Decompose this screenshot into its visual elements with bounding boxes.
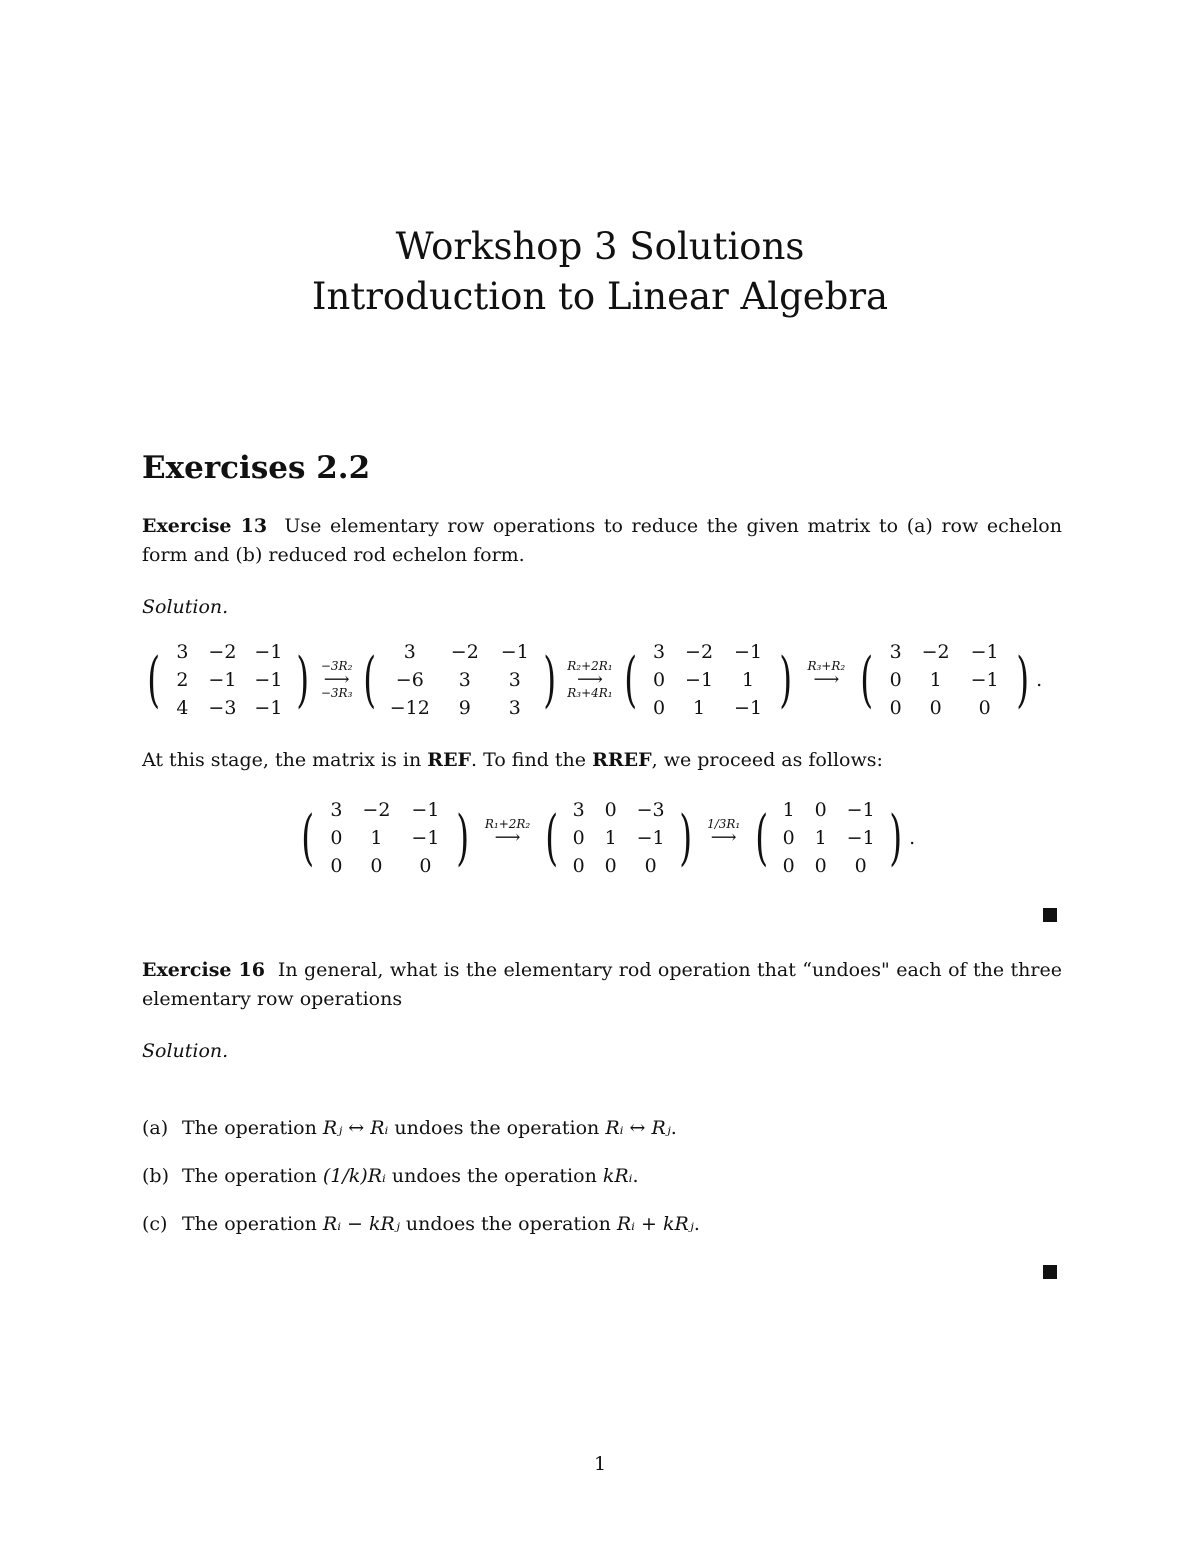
matrix-cell: 1 xyxy=(604,827,617,849)
matrix-cell: 0 xyxy=(653,669,666,691)
matrix-cell: −1 xyxy=(970,641,999,663)
matrix-c: ( 3 −2 −1 0 −1 1 0 1 −1 ) xyxy=(623,641,793,719)
matrix-cell: 0 xyxy=(370,855,383,877)
exercise-13-statement xyxy=(142,512,1062,570)
matrix-cell: −1 xyxy=(208,669,237,691)
item-label: (b) xyxy=(142,1165,169,1187)
matrix-cell: 0 xyxy=(814,799,827,821)
matrix-cell: −1 xyxy=(254,669,283,691)
matrix-cell: 0 xyxy=(782,827,795,849)
matrix-cell: 3 xyxy=(403,641,416,663)
item-end: . xyxy=(693,1213,700,1235)
matrix-cell: 3 xyxy=(458,669,471,691)
matrix-cell: −1 xyxy=(500,641,529,663)
matrix-cell: −1 xyxy=(685,669,714,691)
answer-item-b xyxy=(142,1163,639,1189)
exercise-16-label: Exercise 16 xyxy=(142,959,265,981)
op-arrow-1: −3R₂ ⟶ −3R₃ xyxy=(320,659,353,700)
qed-square-icon xyxy=(1043,1265,1057,1279)
exercise-13-label: Exercise 13 xyxy=(142,515,268,537)
matrix-cell: −2 xyxy=(362,799,391,821)
ref-text: At this stage, the matrix is in xyxy=(142,749,428,771)
exercise-16-text: In general, what is the elementary rod operation that “undoes" each of the three elementary row operations xyxy=(142,959,1062,1010)
item-end: . xyxy=(632,1165,639,1187)
item-text: The operation xyxy=(182,1213,323,1235)
matrix-cell: −6 xyxy=(395,669,424,691)
item-op: Rⱼ ↔ Rᵢ xyxy=(322,1117,389,1139)
matrix-cell: 0 xyxy=(814,855,827,877)
ref-statement xyxy=(142,746,1062,775)
matrix-cell: −1 xyxy=(254,641,283,663)
row-reduction-ref xyxy=(142,638,1042,722)
matrix-cell: 0 xyxy=(644,855,657,877)
matrix-cell: 0 xyxy=(978,697,991,719)
qed-square-icon xyxy=(1043,908,1057,922)
matrix-cell: 1 xyxy=(814,827,827,849)
item-target: kRᵢ xyxy=(602,1165,633,1187)
matrix-f: ( 3 0 −3 0 1 −1 0 0 0 ) xyxy=(545,799,692,877)
matrix-cell: 3 xyxy=(176,641,189,663)
matrix-cell: −1 xyxy=(734,641,763,663)
matrix-cell: 3 xyxy=(889,641,902,663)
matrix-e: ( 3 −2 −1 0 1 −1 0 0 0 ) xyxy=(301,799,470,877)
item-end: . xyxy=(670,1117,677,1139)
answer-item-a xyxy=(142,1115,677,1141)
item-op: (1/k)Rᵢ xyxy=(322,1165,386,1187)
matrix-cell: −3 xyxy=(208,697,237,719)
matrix-cell: 0 xyxy=(889,669,902,691)
matrix-cell: −1 xyxy=(846,799,875,821)
op-label: 1/3R₁ xyxy=(707,817,741,831)
op-arrow-4: R₁+2R₂ ⟶ xyxy=(484,817,531,848)
op-label: R₃+R₂ xyxy=(807,659,846,673)
matrix-cell: 1 xyxy=(693,697,706,719)
matrix-cell: −2 xyxy=(921,641,950,663)
op-arrow-3: R₃+R₂ ⟶ xyxy=(807,659,846,690)
matrix-cell: 3 xyxy=(508,669,521,691)
matrix-cell: 0 xyxy=(330,855,343,877)
matrix-cell: 0 xyxy=(572,855,585,877)
item-text: undoes the operation xyxy=(385,1165,603,1187)
doc-title-line2: Introduction to Linear Algebra xyxy=(311,275,889,318)
matrix-cell: 1 xyxy=(370,827,383,849)
matrix-cell: 0 xyxy=(572,827,585,849)
matrix-cell: −1 xyxy=(970,669,999,691)
matrix-cell: 9 xyxy=(458,697,471,719)
exercise-16-statement xyxy=(142,956,1062,1014)
item-op: Rᵢ − kRⱼ xyxy=(322,1213,400,1235)
op-arrow-2: R₂+2R₁ ⟶ R₃+4R₁ xyxy=(567,659,613,700)
page-number: 1 xyxy=(593,1453,607,1475)
matrix-cell: 0 xyxy=(889,697,902,719)
op-arrow-5: 1/3R₁ ⟶ xyxy=(707,817,741,848)
matrix-cell: −2 xyxy=(450,641,479,663)
matrix-cell: 3 xyxy=(508,697,521,719)
matrix-cell: −2 xyxy=(208,641,237,663)
answer-item-c xyxy=(142,1211,700,1237)
matrix-cell: 0 xyxy=(330,827,343,849)
matrix-cell: 4 xyxy=(176,697,189,719)
equation-end: . xyxy=(909,827,916,849)
matrix-cell: 3 xyxy=(653,641,666,663)
matrix-cell: −1 xyxy=(254,697,283,719)
matrix-cell: 0 xyxy=(653,697,666,719)
item-text: The operation xyxy=(182,1165,323,1187)
matrix-cell: 0 xyxy=(782,855,795,877)
item-target: Rᵢ ↔ Rⱼ xyxy=(605,1117,671,1139)
op-label: −3R₃ xyxy=(320,686,353,700)
matrix-cell: 3 xyxy=(572,799,585,821)
matrix-a: ( 3 −2 −1 2 −1 −1 4 −3 −1 ) xyxy=(147,641,310,719)
ref-text: . To find the xyxy=(471,749,593,771)
op-label: R₁+2R₂ xyxy=(484,817,531,831)
section-heading: Exercises 2.2 xyxy=(142,450,371,486)
matrix-b: ( 3 −2 −1 −6 3 3 −12 9 3 ) xyxy=(363,641,556,719)
equation-end: . xyxy=(1036,669,1043,691)
rref-term: RREF xyxy=(592,749,652,771)
exercise-13-text: Use elementary row operations to reduce the given matrix to (a) row echelon form and (b) reduced rod echelon form. xyxy=(142,515,1062,566)
item-label: (a) xyxy=(142,1117,169,1139)
matrix-cell: 0 xyxy=(929,697,942,719)
matrix-cell: −12 xyxy=(389,697,430,719)
matrix-cell: −1 xyxy=(846,827,875,849)
ref-term: REF xyxy=(427,749,472,771)
exercise-13-solution-label: Solution. xyxy=(142,596,229,618)
matrix-cell: 0 xyxy=(419,855,432,877)
op-label: −3R₂ xyxy=(320,659,353,673)
doc-title-line1: Workshop 3 Solutions xyxy=(395,225,805,268)
matrix-cell: 1 xyxy=(929,669,942,691)
matrix-cell: −1 xyxy=(636,827,665,849)
item-label: (c) xyxy=(142,1213,168,1235)
matrix-cell: 0 xyxy=(604,855,617,877)
item-text: The operation xyxy=(182,1117,323,1139)
item-text: undoes the operation xyxy=(399,1213,617,1235)
matrix-cell: 0 xyxy=(854,855,867,877)
row-reduction-rref xyxy=(296,796,915,880)
exercise-16-solution-label: Solution. xyxy=(142,1040,229,1062)
matrix-cell: 0 xyxy=(604,799,617,821)
op-label: R₂+2R₁ xyxy=(567,659,613,673)
matrix-cell: 2 xyxy=(176,669,189,691)
matrix-cell: −3 xyxy=(636,799,665,821)
matrix-cell: 1 xyxy=(782,799,795,821)
matrix-d: ( 3 −2 −1 0 1 −1 0 0 0 ) xyxy=(860,641,1029,719)
matrix-cell: −2 xyxy=(685,641,714,663)
matrix-cell: −1 xyxy=(411,799,440,821)
matrix-cell: −1 xyxy=(734,697,763,719)
matrix-g: ( 1 0 −1 0 1 −1 0 0 0 ) xyxy=(755,799,902,877)
ref-text: , we proceed as follows: xyxy=(651,749,883,771)
op-label: R₃+4R₁ xyxy=(567,686,613,700)
item-target: Rᵢ + kRⱼ xyxy=(616,1213,694,1235)
item-text: undoes the operation xyxy=(388,1117,606,1139)
matrix-cell: −1 xyxy=(411,827,440,849)
matrix-cell: 1 xyxy=(742,669,755,691)
matrix-cell: 3 xyxy=(330,799,343,821)
